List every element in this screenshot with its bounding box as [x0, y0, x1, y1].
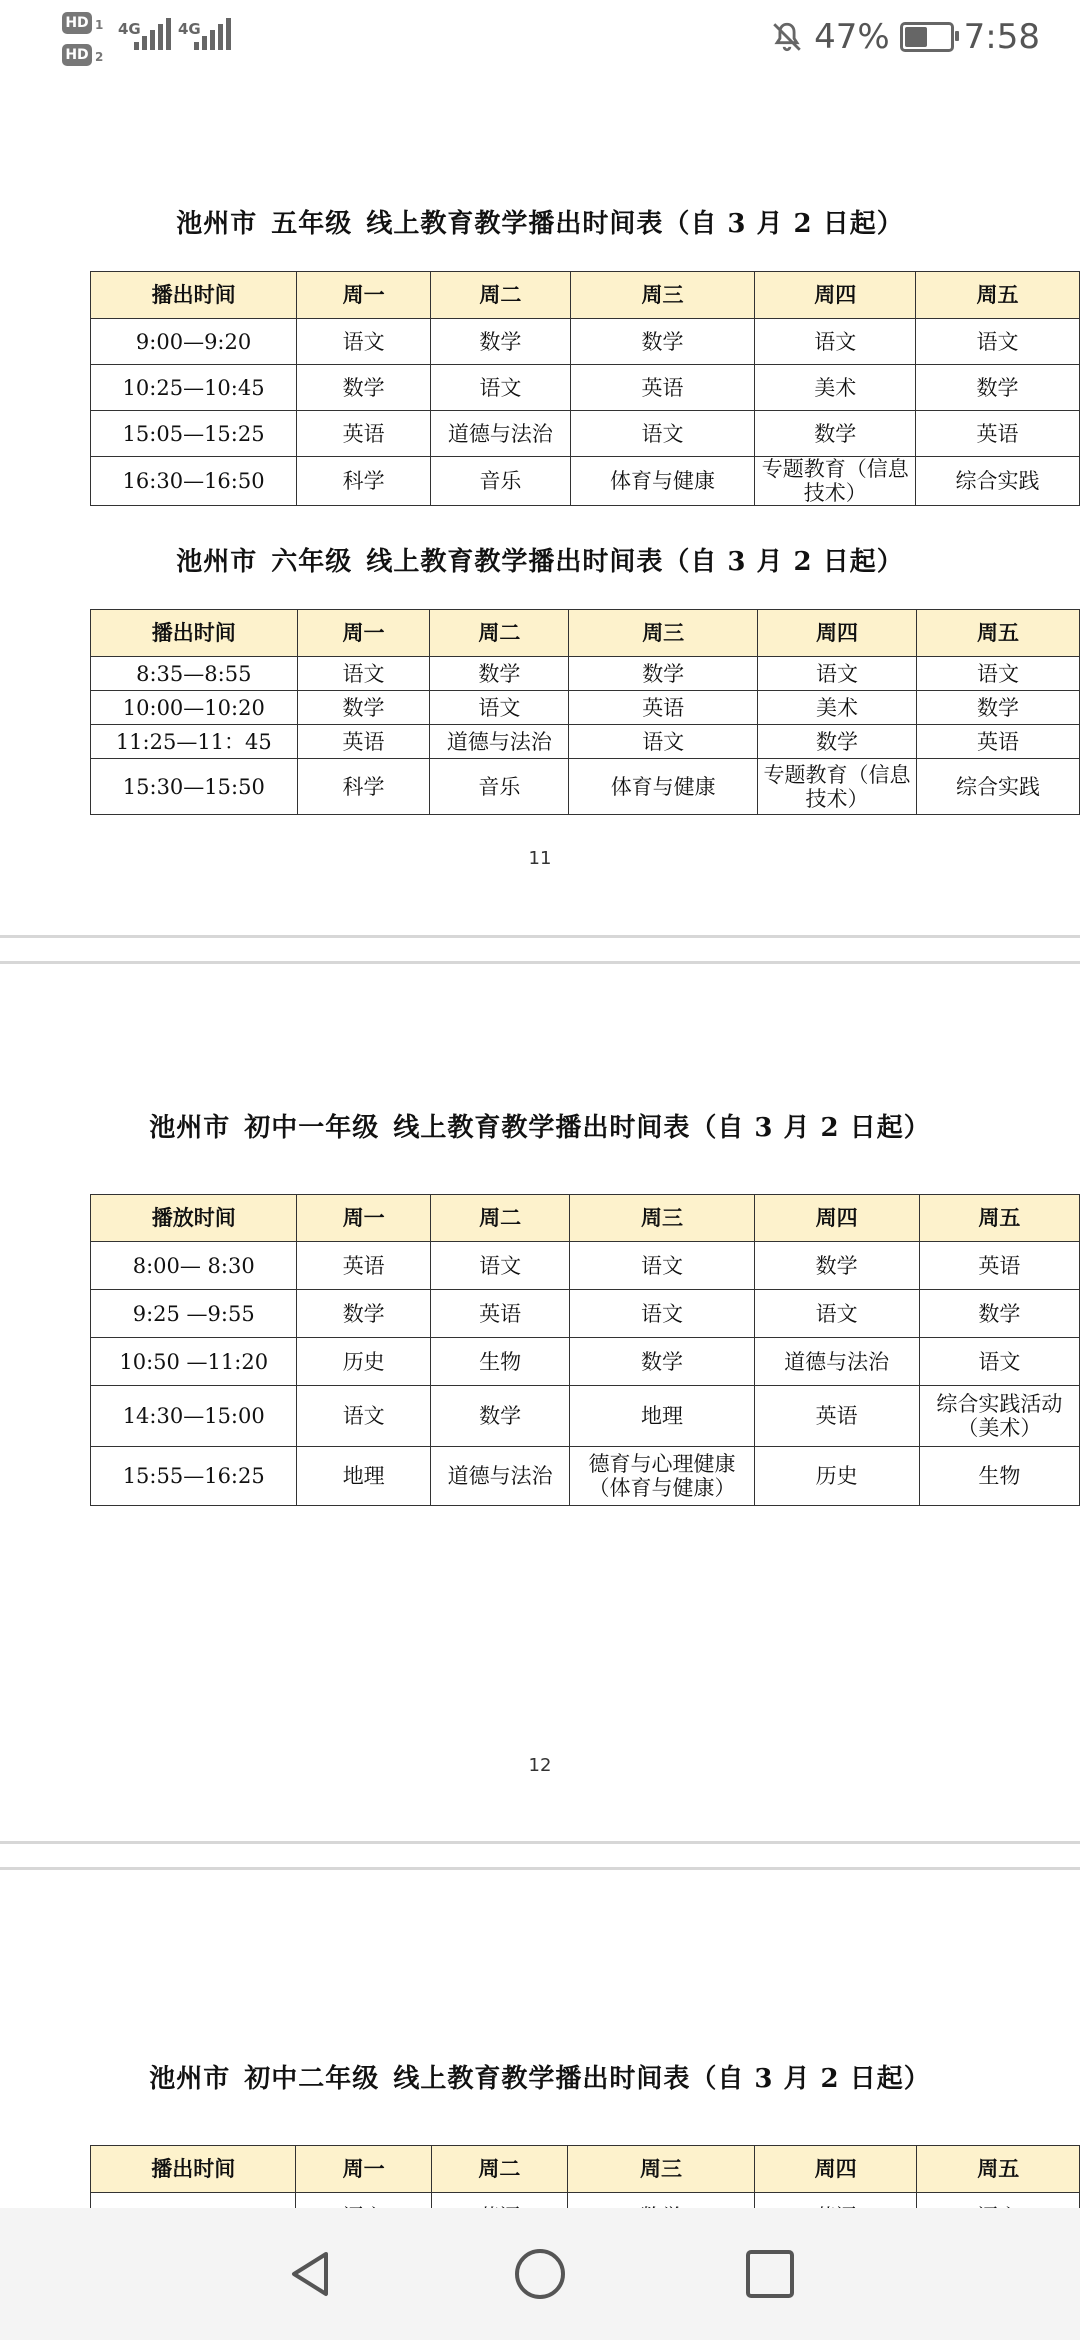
cell: 音乐 [431, 457, 571, 506]
signal-2-icon [194, 18, 234, 50]
cell: 8:00— 8:30 [91, 1242, 297, 1290]
page-separator [0, 1867, 1080, 1870]
table-row [91, 759, 1080, 815]
cell: 音乐 [430, 759, 569, 815]
table-row [91, 457, 1080, 506]
cell: 数学 [754, 1242, 919, 1290]
cell: 英语 [297, 411, 431, 457]
cell: 语文 [570, 411, 755, 457]
table-header-row [91, 610, 1080, 657]
battery-percent: 47% [814, 17, 890, 57]
header-wed: 周三 [570, 272, 755, 319]
table-row [91, 365, 1080, 411]
mute-bell-icon [770, 20, 804, 54]
grade5-title: 池州市 五年级 线上教育教学播出时间表（自 3 月 2 日起） [176, 209, 904, 239]
cell: 14:30—15:00 [91, 1386, 297, 1447]
cell: 8:35—8:55 [91, 657, 298, 691]
header-fri: 周五 [916, 272, 1080, 319]
table-row [91, 1447, 1080, 1506]
cell: 11:25—11：45 [91, 725, 298, 759]
cell: 语文 [430, 691, 569, 725]
cell: 英语 [297, 1242, 431, 1290]
cell: 数学 [297, 365, 431, 411]
cell: 语文 [569, 725, 757, 759]
cell: 10:25—10:45 [91, 365, 297, 411]
cell: 10:00—10:20 [91, 691, 298, 725]
cell: 历史 [754, 1447, 919, 1506]
cell: 语文 [297, 657, 430, 691]
cell: 英语 [919, 1242, 1079, 1290]
cell: 英语 [430, 1290, 569, 1338]
cell: 9:25 —9:55 [91, 1290, 297, 1338]
hd-sub-2: 2 [95, 50, 104, 64]
table-row [91, 1338, 1080, 1386]
cell: 地理 [297, 1447, 431, 1506]
network-type-2: 4G [178, 20, 201, 38]
cell: 语文 [431, 365, 571, 411]
cell: 语文 [757, 657, 916, 691]
cell: 体育与健康 [569, 759, 757, 815]
cell: 美术 [755, 365, 916, 411]
status-bar [0, 0, 1080, 75]
cell: 英语 [570, 365, 755, 411]
header-tue: 周二 [431, 272, 571, 319]
recents-icon[interactable] [742, 2246, 798, 2302]
cell: 语文 [755, 319, 916, 365]
table-row [91, 691, 1080, 725]
cell: 数学 [916, 365, 1080, 411]
status-right [770, 14, 1040, 60]
cell: 数学 [431, 319, 571, 365]
cell: 语文 [430, 1242, 569, 1290]
cell: 英语 [754, 1386, 919, 1447]
hd-voice-1-icon: HD [62, 12, 92, 34]
cell: 数学 [919, 1290, 1079, 1338]
back-icon[interactable] [282, 2246, 338, 2302]
cell: 美术 [757, 691, 916, 725]
header-wed: 周三 [569, 610, 757, 657]
header-tue: 周二 [430, 610, 569, 657]
cell: 数学 [570, 319, 755, 365]
cell: 英语 [916, 411, 1080, 457]
cell: 语文 [916, 319, 1080, 365]
home-icon[interactable] [512, 2246, 568, 2302]
header-thu: 周四 [757, 610, 916, 657]
header-mon: 周一 [297, 272, 431, 319]
cell: 语文 [754, 1290, 919, 1338]
cell: 道德与法治 [430, 1447, 569, 1506]
cell: 生物 [430, 1338, 569, 1386]
cell: 综合实践 [917, 759, 1080, 815]
header-tue: 周二 [430, 1195, 569, 1242]
page-separator [0, 1841, 1080, 1844]
cell: 数学 [570, 1338, 754, 1386]
page-number-12: 12 [528, 1755, 552, 1776]
header-time: 播出时间 [91, 272, 297, 319]
table-row [91, 411, 1080, 457]
cell: 科学 [297, 457, 431, 506]
cell: 综合实践活动（美术） [919, 1386, 1079, 1447]
page-separator [0, 961, 1080, 964]
cell: 道德与法治 [754, 1338, 919, 1386]
cell: 生物 [919, 1447, 1079, 1506]
page-number-11: 11 [528, 848, 552, 869]
cell: 道德与法治 [431, 411, 571, 457]
network-type-1: 4G [118, 20, 141, 38]
grade6-title: 池州市 六年级 线上教育教学播出时间表（自 3 月 2 日起） [176, 547, 904, 577]
header-fri: 周五 [917, 610, 1080, 657]
cell: 专题教育（信息技术） [755, 457, 916, 506]
cell: 语文 [919, 1338, 1079, 1386]
cell: 10:50 —11:20 [91, 1338, 297, 1386]
cell: 数学 [755, 411, 916, 457]
cell: 数学 [297, 691, 430, 725]
header-time: 播出时间 [91, 2146, 296, 2193]
signal-1-icon [134, 18, 174, 50]
cell: 9:00—9:20 [91, 319, 297, 365]
cell: 语文 [570, 1290, 754, 1338]
hd-voice-2-icon: HD [62, 44, 92, 66]
table-row [91, 657, 1080, 691]
cell: 语文 [297, 319, 431, 365]
cell: 英语 [569, 691, 757, 725]
cell: 数学 [297, 1290, 431, 1338]
clock: 7:58 [963, 17, 1040, 57]
junior1-title: 池州市 初中一年级 线上教育教学播出时间表（自 3 月 2 日起） [149, 1113, 931, 1143]
page-separator [0, 935, 1080, 938]
header-wed: 周三 [570, 1195, 754, 1242]
cell: 语文 [570, 1242, 754, 1290]
cell: 语文 [297, 1386, 431, 1447]
header-fri: 周五 [919, 1195, 1079, 1242]
cell: 语文 [917, 657, 1080, 691]
cell: 15:30—15:50 [91, 759, 298, 815]
header-time: 播出时间 [91, 610, 298, 657]
header-fri: 周五 [917, 2146, 1080, 2193]
cell: 数学 [430, 657, 569, 691]
battery-icon [900, 22, 954, 52]
system-navigation-bar [0, 2208, 1080, 2340]
table-header-row [91, 2146, 1080, 2193]
cell: 体育与健康 [570, 457, 755, 506]
junior2-title: 池州市 初中二年级 线上教育教学播出时间表（自 3 月 2 日起） [149, 2064, 931, 2094]
header-mon: 周一 [296, 2146, 431, 2193]
table-row [91, 1386, 1080, 1447]
table-row [91, 725, 1080, 759]
cell: 科学 [297, 759, 430, 815]
cell: 道德与法治 [430, 725, 569, 759]
header-thu: 周四 [754, 1195, 919, 1242]
table-header-row [91, 1195, 1080, 1242]
cell: 专题教育（信息技术） [757, 759, 916, 815]
header-time: 播放时间 [91, 1195, 297, 1242]
cell: 数学 [569, 657, 757, 691]
cell: 数学 [917, 691, 1080, 725]
cell: 数学 [430, 1386, 569, 1447]
header-mon: 周一 [297, 1195, 431, 1242]
cell: 英语 [917, 725, 1080, 759]
table-header-row [91, 272, 1080, 319]
header-tue: 周二 [431, 2146, 567, 2193]
table-row [91, 1290, 1080, 1338]
header-mon: 周一 [297, 610, 430, 657]
cell: 16:30—16:50 [91, 457, 297, 506]
grade5-schedule-table [90, 271, 1080, 506]
cell: 15:55—16:25 [91, 1447, 297, 1506]
cell: 15:05—15:25 [91, 411, 297, 457]
header-wed: 周三 [567, 2146, 754, 2193]
grade6-schedule-table [90, 609, 1080, 815]
table-row [91, 1242, 1080, 1290]
header-thu: 周四 [754, 2146, 917, 2193]
junior1-schedule-table [90, 1194, 1080, 1506]
cell: 综合实践 [916, 457, 1080, 506]
cell: 历史 [297, 1338, 431, 1386]
cell: 英语 [297, 725, 430, 759]
header-thu: 周四 [755, 272, 916, 319]
cell: 数学 [757, 725, 916, 759]
table-row [91, 319, 1080, 365]
hd-sub-1: 1 [95, 18, 104, 32]
cell: 德育与心理健康（体育与健康） [570, 1447, 754, 1506]
cell: 地理 [570, 1386, 754, 1447]
